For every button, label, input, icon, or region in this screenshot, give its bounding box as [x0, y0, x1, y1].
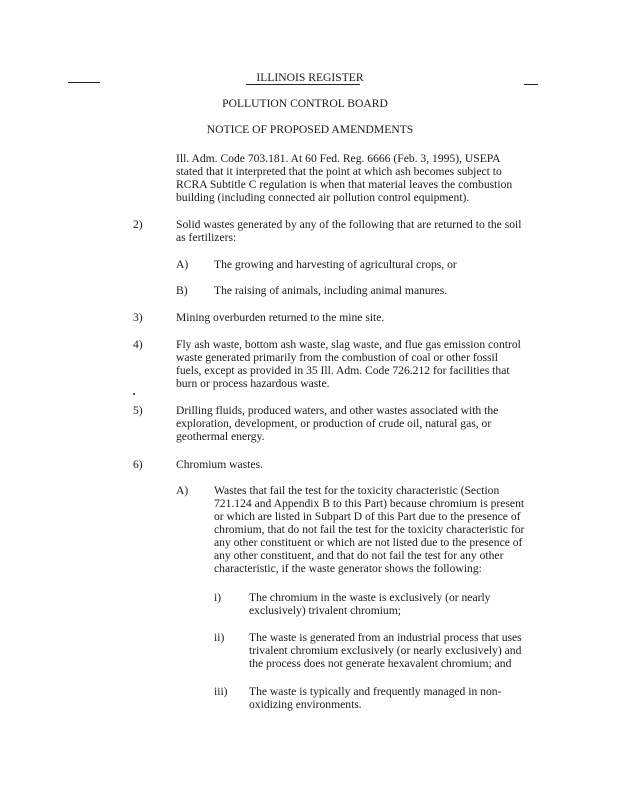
item-4-line: fuels, except as provided in 35 Ill. Adm. Code 726.212 for facilities that	[176, 364, 510, 377]
item-4-line: burn or process hazardous waste.	[176, 377, 330, 390]
intro-line: stated that it interpreted that the point at which ash becomes subject to	[176, 165, 502, 178]
item-6aiii-line: oxidizing environments.	[249, 698, 362, 711]
item-5-line: geothermal energy.	[176, 430, 265, 443]
item-3-number: 3)	[133, 311, 143, 324]
item-6a-number: A)	[176, 484, 189, 497]
item-3-text: Mining overburden returned to the mine site.	[176, 311, 385, 324]
intro-line: Ill. Adm. Code 703.181. At 60 Fed. Reg. 6666 (Feb. 3, 1995), USEPA	[176, 152, 501, 165]
item-6a-line: any other constituent, and that do not fail the test for any other	[214, 549, 504, 562]
item-6a-line: or which are listed in Subpart D of this Part due to the presence of	[214, 510, 521, 523]
item-6aii-line: The waste is generated from an industrial process that uses	[249, 631, 522, 644]
item-6ai-line: The chromium in the waste is exclusively (or nearly	[249, 591, 491, 604]
item-5-line: exploration, development, or production of crude oil, natural gas, or	[176, 417, 492, 430]
scan-speck	[133, 393, 135, 395]
notice-title: NOTICE OF PROPOSED AMENDMENTS	[206, 123, 414, 136]
item-5-number: 5)	[133, 404, 143, 417]
item-4-line: Fly ash waste, bottom ash waste, slag waste, and flue gas emission control	[176, 338, 521, 351]
item-2-number: 2)	[133, 218, 143, 231]
header-rule-right	[524, 84, 538, 85]
item-6a-line: Wastes that fail the test for the toxicity characteristic (Section	[214, 484, 500, 497]
item-6aii-number: ii)	[214, 631, 225, 644]
item-6a-line: any other constituent or which are not listed due to the presence of	[214, 536, 523, 549]
header-rule-left	[68, 82, 100, 83]
item-6ai-line: exclusively) trivalent chromium;	[249, 604, 401, 617]
item-6aii-line: trivalent chromium exclusively (or nearly exclusively) and	[249, 644, 522, 657]
board-title: POLLUTION CONTROL BOARD	[222, 97, 388, 110]
item-6aiii-number: iii)	[214, 685, 228, 698]
item-6a-line: 721.124 and Appendix B to this Part) because chromium is present	[214, 497, 525, 510]
item-4-line: waste generated primarily from the combustion of coal or other fossil	[176, 351, 498, 364]
item-4-number: 4)	[133, 338, 143, 351]
item-2a-text: The growing and harvesting of agricultural crops, or	[214, 258, 457, 271]
item-2b-number: B)	[176, 284, 188, 297]
intro-line: RCRA Subtitle C regulation is when that material leaves the combustion	[176, 178, 513, 191]
item-6ai-number: i)	[214, 591, 222, 604]
intro-line: building (including connected air pollution control equipment).	[176, 191, 470, 204]
item-2-line: as fertilizers:	[176, 231, 237, 244]
item-5-line: Drilling fluids, produced waters, and other wastes associated with the	[176, 404, 499, 417]
item-2b-text: The raising of animals, including animal manures.	[214, 284, 448, 297]
item-2-line: Solid wastes generated by any of the following that are returned to the soil	[176, 218, 522, 231]
register-title: ILLINOIS REGISTER	[256, 71, 364, 84]
header-rule-main	[246, 84, 360, 85]
item-6a-line: chromium, that do not fail the test for the toxicity characteristic for	[214, 523, 525, 536]
item-6-text: Chromium wastes.	[176, 458, 263, 471]
item-2a-number: A)	[176, 258, 189, 271]
item-6a-line: characteristic, if the waste generator shows the following:	[214, 562, 482, 575]
item-6-number: 6)	[133, 458, 143, 471]
item-6aii-line: the process does not generate hexavalent chromium; and	[249, 657, 512, 670]
item-6aiii-line: The waste is typically and frequently managed in non-	[249, 685, 502, 698]
